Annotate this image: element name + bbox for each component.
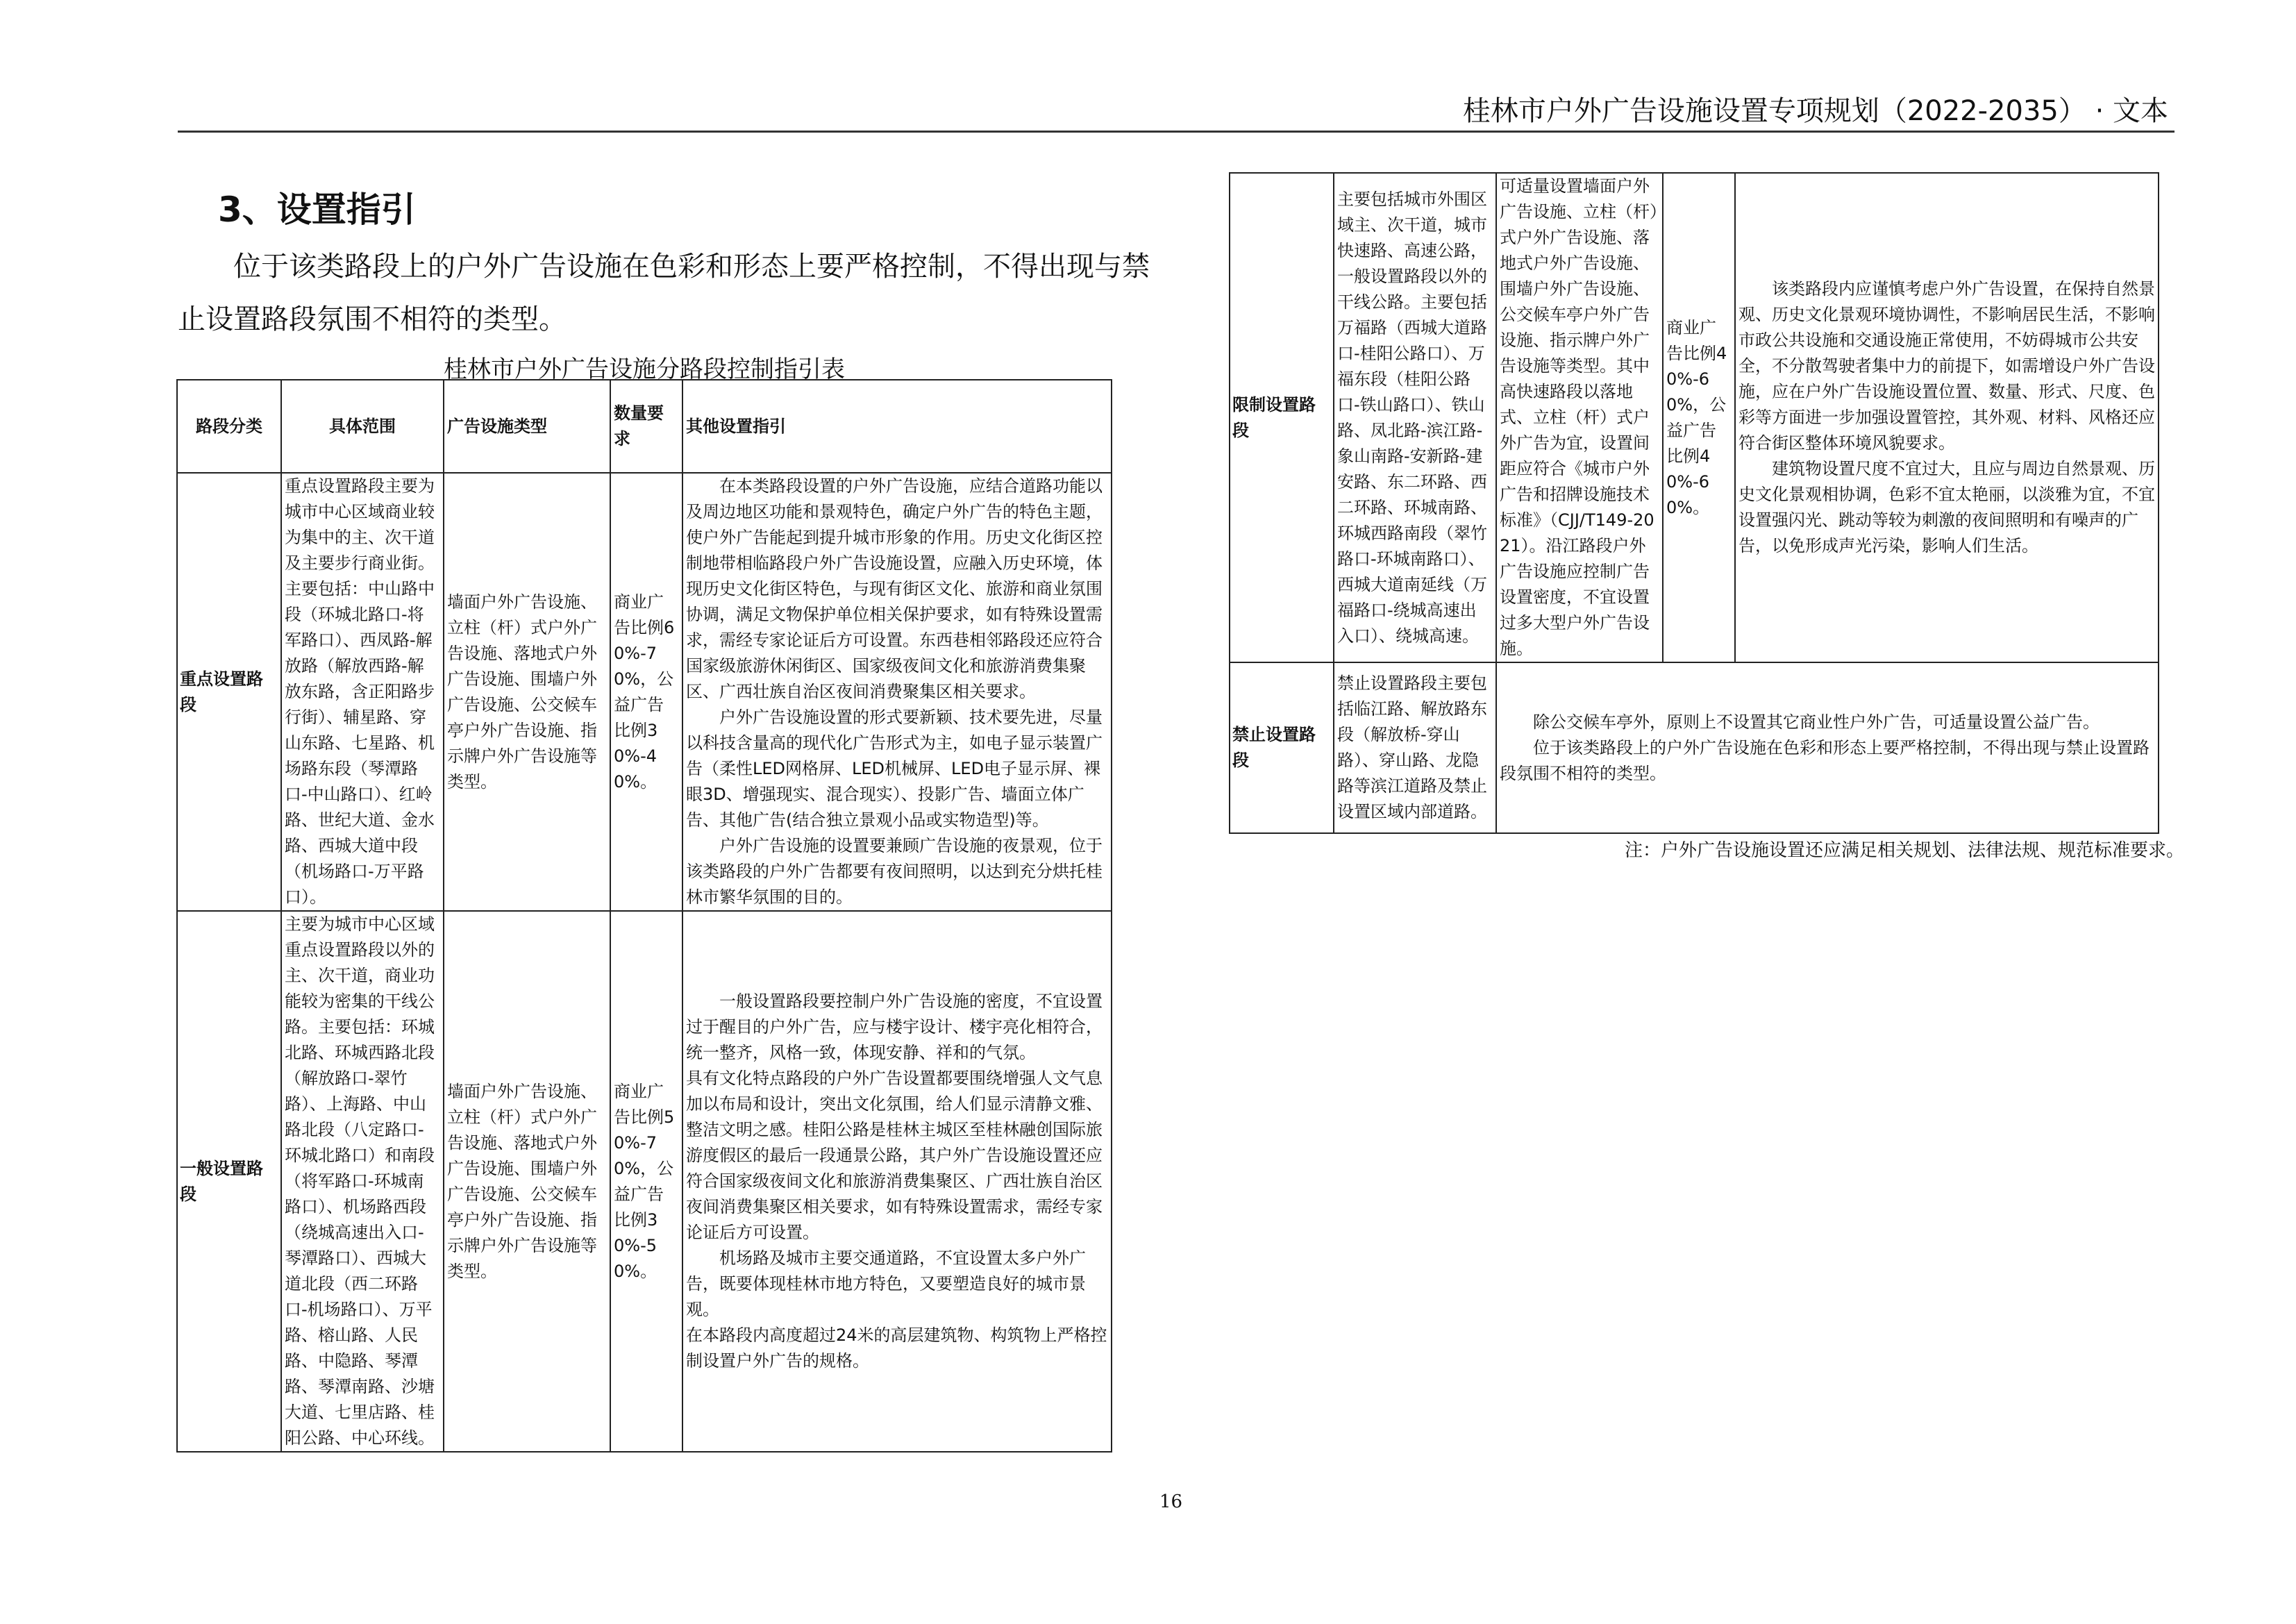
row-scope: 主要包括城市外围区域主、次干道，城市快速路、高速公路，一般设置路段以外的干线公路。主要包括万福路（西城大道路口-桂阳公路口）、万福东段（桂阳公路口-铁山路口）、铁山路、凤北路-滨江路-象山南路-安新路-建安路、东二环路、西二环路、环城南路、环城西路南段（翠竹路口-环城南路口）、西城大道南延线（万福路口-绕城高速出入口）、绕城高速。 (1334, 173, 1496, 662)
table-row-restricted (1230, 173, 2159, 662)
row-guidance (682, 911, 1112, 1452)
guidance-paragraph: 机场路及城市主要交通道路，不宜设置太多户外广告，既要体现桂林市地方特色，又要塑造良好的城市景观。 (686, 1248, 1086, 1319)
row-quantity: 商业广告比例50%-70%，公益广告比例30%-50%。 (610, 911, 682, 1452)
guidance-table-left (176, 379, 1112, 1453)
row-category: 禁止设置路段 (1230, 662, 1334, 833)
page-number: 16 (1159, 1491, 1183, 1512)
guidance-paragraph: 户外广告设施的设置要兼顾广告设施的夜景观，位于该类路段的户外广告都要有夜间照明，以达到充分烘托桂林市繁华氛围的目的。 (686, 836, 1103, 907)
guidance-paragraphs (686, 989, 1108, 1374)
guidance-paragraphs (1738, 276, 2155, 559)
table-row-prohibited (1230, 662, 2159, 833)
row-quantity: 商业广告比例40%-60%，公益广告比例40%-60%。 (1663, 173, 1735, 662)
guidance-paragraph: 具有文化特点路段的户外广告设置都要围绕增强人文气息加以布局和设计，突出文化氛围，给人们显示清静文雅、整洁文明之感。桂阳公路是桂林主城区至桂林融创国际旅游度假区的最后一段通景公路，其户外广告设施设置还应符合国家级夜间文化和旅游消费集聚区、广西壮族自治区夜间消费集聚区相关要求，如有特殊设置需求，需经专家论证后方可设置。 (686, 1069, 1103, 1242)
guidance-paragraph: 在本类路段设置的户外广告设施，应结合道路功能以及周边地区功能和景观特色，确定户外广告的特色主题，使户外广告能起到提升城市形象的作用。历史文化街区控制地带相临路段户外广告设施设置，应融入历史环境，体现历史文化街区特色，与现有街区文化、旅游和商业氛围协调，满足文物保护单位相关保护要求，如有特殊设置需求，需经专家论证后方可设置。东西巷相邻路段还应符合国家级旅游休闲街区、国家级夜间文化和旅游消费集聚区、广西壮族自治区夜间消费聚集区相关要求。 (686, 476, 1103, 701)
row-types: 墙面户外广告设施、立柱（杆）式户外广告设施、落地式户外广告设施、围墙户外广告设施、公交候车亭户外广告设施、指示牌户外广告设施等类型。 (444, 473, 610, 911)
row-types: 墙面户外广告设施、立柱（杆）式户外广告设施、落地式户外广告设施、围墙户外广告设施、公交候车亭户外广告设施、指示牌户外广告设施等类型。 (444, 911, 610, 1452)
row-types: 可适量设置墙面户外广告设施、立柱（杆）式户外广告设施、落地式户外广告设施、围墙户外广告设施、公交候车亭户外广告设施、指示牌户外广告设施等类型。其中高快速路段以落地式、立柱（杆）式户外广告为宜，设置间距应符合《城市户外广告和招牌设施技术标准》（CJJ/T149-2021）。沿江路段户外广告设施应控制广告设置密度，不宜设置过多大型户外广告设施。 (1496, 173, 1663, 662)
header-guidance: 其他设置指引 (682, 380, 1112, 473)
row-category: 限制设置路段 (1230, 173, 1334, 662)
header-quantity: 数量要求 (610, 380, 682, 473)
row-guidance (1735, 173, 2159, 662)
guidance-table-right (1229, 172, 2159, 834)
table-row-key (177, 473, 1112, 911)
document-header-title: 桂林市户外广告设施设置专项规划（2022-2035） · 文本 (1462, 95, 2168, 127)
row-scope: 重点设置路段主要为城市中心区域商业较为集中的主、次干道及主要步行商业街。主要包括：中山路中段（环城北路口-将军路口）、西凤路-解放路（解放西路-解放东路，含正阳路步行街）、辅星路、穿山东路、七星路、机场路东段（琴潭路口-中山路口）、红岭路、世纪大道、金水路、西城大道中段（机场路口-万平路口）。 (281, 473, 444, 911)
header-category: 路段分类 (177, 380, 281, 473)
guidance-paragraphs (686, 474, 1108, 910)
section-intro-paragraph (178, 240, 1150, 346)
header-types: 广告设施类型 (444, 380, 610, 473)
table-row-general (177, 911, 1112, 1452)
row-guidance (682, 473, 1112, 911)
row-category: 一般设置路段 (177, 911, 281, 1452)
guidance-paragraph: 该类路段内应谨慎考虑户外广告设置，在保持自然景观、历史文化景观环境协调性，不影响居民生活，不影响市政公共设施和交通设施正常使用，不妨碍城市公共安全，不分散驾驶者集中力的前提下，如需增设户外广告设施，应在户外广告设施设置位置、数量、形式、尺度、色彩等方面进一步加强设置管控，其外观、材料、风格还应符合街区整体环境风貌要求。 (1738, 279, 2155, 453)
guidance-paragraph: 户外广告设施设置的形式要新颖、技术要先进，尽量以科技含量高的现代化广告形式为主，如电子显示装置广告（柔性LED网格屏、LED机械屏、LED电子显示屏、裸眼3D、增强现实、混合现实）、投影广告、墙面立体广告、其他广告(结合独立景观小品或实物造型)等。 (686, 708, 1103, 830)
table-footnote: 注：户外广告设施设置还应满足相关规划、法律法规、规范标准要求。 (1625, 840, 2185, 861)
row-category: 重点设置路段 (177, 473, 281, 911)
guidance-paragraph: 除公交候车亭外，原则上不设置其它商业性户外广告，可适量设置公益广告。 (1533, 712, 2100, 732)
header-scope: 具体范围 (281, 380, 444, 473)
guidance-paragraph: 建筑物设置尺度不宜过大，且应与周边自然景观、历史文化景观相协调，色彩不宜太艳丽，以淡雅为宜，不宜设置强闪光、跳动等较为刺激的夜间照明和有噪声的广告，以免形成声光污染，影响人们生活。 (1738, 459, 2155, 555)
row-scope: 禁止设置路段主要包括临江路、解放路东段（解放桥-穿山路）、穿山路、龙隐路等滨江道路及禁止设置区域内部道路。 (1334, 662, 1496, 833)
guidance-paragraph: 在本路段内高度超过24米的高层建筑物、构筑物上严格控制设置户外广告的规格。 (686, 1325, 1107, 1371)
header-divider (178, 131, 2175, 133)
guidance-paragraph: 位于该类路段上的户外广告设施在色彩和形态上要严格控制，不得出现与禁止设置路段氛围不相符的类型。 (1500, 737, 2150, 783)
row-guidance-merged (1496, 662, 2159, 833)
guidance-paragraph: 一般设置路段要控制户外广告设施的密度，不宜设置过于醒目的户外广告，应与楼宇设计、楼宇亮化相符合，统一整齐，风格一致，体现安静、祥和的气氛。 (686, 991, 1103, 1062)
table-caption: 桂林市户外广告设施分路段控制指引表 (444, 355, 845, 383)
row-quantity: 商业广告比例60%-70%，公益广告比例30%-40%。 (610, 473, 682, 911)
section-title: 3、设置指引 (218, 190, 416, 230)
row-scope: 主要为城市中心区域重点设置路段以外的主、次干道，商业功能较为密集的干线公路。主要包括：环城北路、环城西路北段（解放路口-翠竹路）、上海路、中山路北段（八定路口-环城北路口）和南段（将军路口-环城南路口）、机场路西段（绕城高速出入口-琴潭路口）、西城大道北段（西二环路口-机场路口）、万平路、榕山路、人民路、中隐路、琴潭路、琴潭南路、沙塘大道、七里店路、桂阳公路、中心环线。 (281, 911, 444, 1452)
table-header-row (177, 380, 1112, 473)
intro-text: 位于该类路段上的户外广告设施在色彩和形态上要严格控制，不得出现与禁止设置路段氛围不相符的类型。 (178, 251, 1150, 335)
guidance-paragraphs (1500, 710, 2155, 787)
